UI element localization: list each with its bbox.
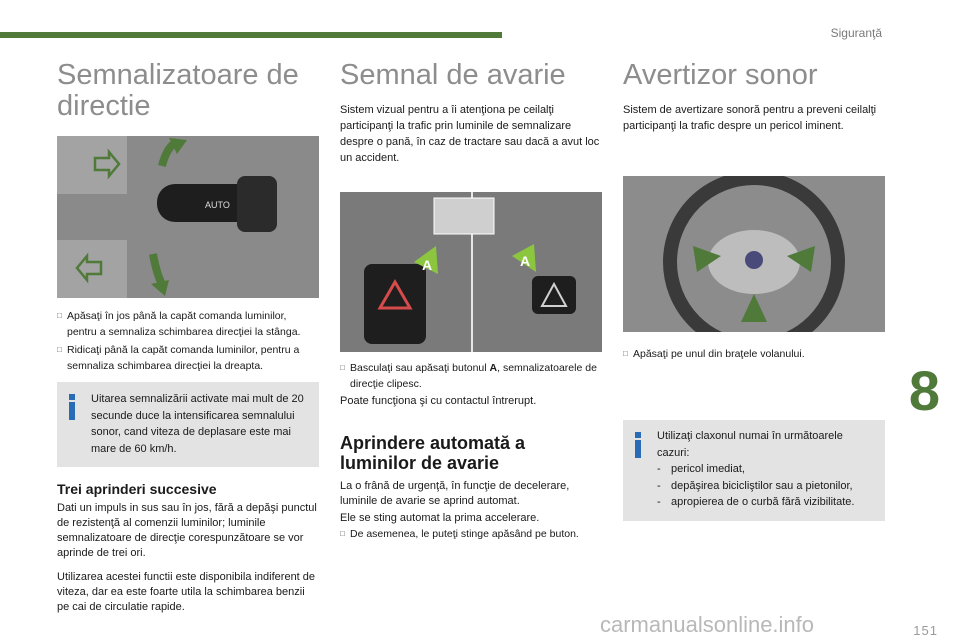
- hazard-button-left: [364, 264, 426, 344]
- horn-illustration: [623, 176, 885, 332]
- brand-logo-icon: [745, 251, 763, 269]
- column-turn-signals: [57, 60, 319, 624]
- auto-label: AUTO: [205, 200, 230, 210]
- hazard-title: Semnal de avarie: [340, 59, 566, 91]
- column-horn: [623, 60, 885, 521]
- three-flashes-heading: Trei aprinderi succesive: [57, 481, 217, 497]
- stalk-illustration: [57, 136, 319, 298]
- info-icon: [633, 432, 643, 458]
- horn-info-box: [623, 420, 885, 521]
- hazard-diagram: [340, 192, 602, 352]
- horn-bullets: [623, 346, 885, 362]
- horn-bullet: □ Apăsaţi pe unul din braţele volanului.: [623, 346, 885, 362]
- page-number: 151: [913, 623, 938, 638]
- info-box-warning: [57, 382, 319, 467]
- chapter-number: 8: [908, 359, 940, 422]
- dash-thumbnail: [434, 198, 494, 234]
- auto-hazard-para2: Ele se sting automat la prima accelerare.: [340, 512, 540, 524]
- horn-info-item: - apropierea de o curbă fără vizibilitate.: [657, 494, 875, 511]
- hazard-step: [340, 360, 602, 392]
- hazard-step-post: , semnalizatoarele de direcţie clipesc.: [350, 362, 597, 390]
- top-accent-bar: [0, 32, 502, 38]
- horn-title: Avertizor sonor: [623, 59, 818, 91]
- auto-hazard-heading: Aprindere automată a luminilor de avarie: [340, 433, 526, 473]
- label-a-right: A: [520, 253, 531, 269]
- turn-signal-bullets: [57, 308, 319, 374]
- three-flashes-para2: Utilizarea acestei functii este disponibila indiferent de viteza, dar ea este foarte utila la schimbarea benzii pe cai de circulatie rapide.: [57, 571, 316, 613]
- hazard-step-bold: A: [489, 362, 498, 374]
- horn-info-intro: Utilizaţi claxonul numai în următoarele cazuri:: [657, 430, 843, 459]
- turn-signals-title: Semnalizatoare de directie: [57, 59, 299, 122]
- auto-hazard-bullet: □ De asemenea, le puteţi stinge apăsând pe buton.: [340, 526, 602, 542]
- auto-hazard-para1: La o frână de urgenţă, în funcţie de decelerare, luminile de avarie se aprind automat.: [340, 480, 570, 507]
- watermark: carmanualsonline.info: [600, 612, 815, 637]
- stalk-diagram: [57, 136, 319, 298]
- horn-info-item: - pericol imediat,: [657, 461, 875, 478]
- hazard-illustration: [340, 192, 602, 352]
- hazard-step-pre: Basculaţi sau apăsaţi butonul: [350, 362, 490, 374]
- info-icon: [67, 394, 77, 420]
- label-a-left: A: [422, 257, 433, 273]
- horn-info-item: - depăşirea bicicliştilor sau a pietonilor,: [657, 478, 875, 495]
- stalk-down-inset: [57, 240, 127, 298]
- hazard-note: Poate funcţiona şi cu contactul întrerupt.: [340, 395, 537, 407]
- hazard-intro: Sistem vizual pentru a îi atenţiona pe ceilalţi participanţi la trafic prin luminile de semnalizare despre o pană, în caz de tractare sau dacă a avut loc un accident.: [340, 104, 600, 164]
- info-text: Uitarea semnalizării activate mai mult de 20 secunde duce la intensificarea semnalului sonor, cand viteza de deplasare este mai mare de 60 km/h.: [91, 393, 304, 455]
- bullet-right: □ Ridicaţi până la capăt comanda luminilor, pentru a semnaliza schimbarea direcţiei la dreapta.: [57, 342, 319, 374]
- stalk-dial: [237, 176, 277, 232]
- hazard-button-right: [532, 276, 576, 314]
- steering-wheel-diagram: [623, 176, 885, 332]
- horn-intro: Sistem de avertizare sonoră pentru a preveni ceilalţi participanţi la trafic despre un pericol iminent.: [623, 104, 877, 132]
- stalk-up-inset: [57, 136, 127, 194]
- section-label: Siguranţă: [830, 26, 882, 40]
- column-hazard: [340, 60, 602, 544]
- three-flashes-para1: Dati un impuls in sus sau în jos, fără a depăşi punctul de rezistenţă al comenzii luminilor; luminile semnalizatoare de direcţie corespunzătoare se vor aprinde de trei ori.: [57, 502, 317, 559]
- bullet-left: □ Apăsaţi în jos până la capăt comanda luminilor, pentru a semnaliza schimbarea direcţiei la stânga.: [57, 308, 319, 340]
- auto-hazard-bullets: [340, 526, 602, 542]
